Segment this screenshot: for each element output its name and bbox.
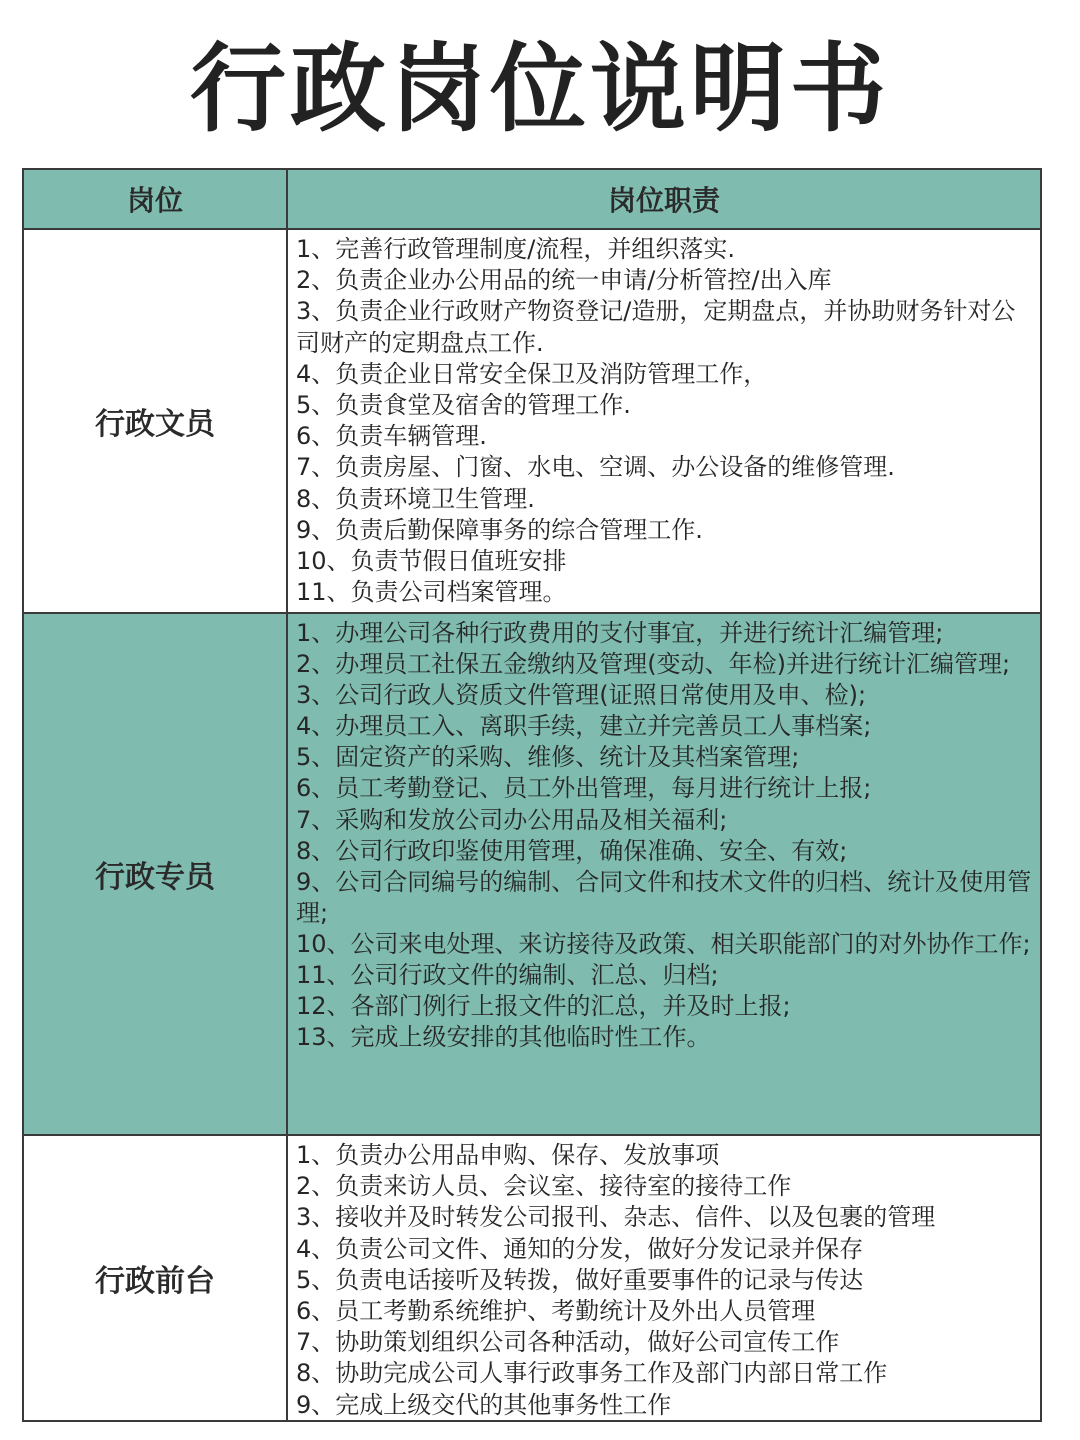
duty-item: 11、负责公司档案管理。 [296, 578, 567, 607]
duty-list [288, 1136, 1040, 1420]
position-name: 行政专员 [24, 614, 288, 1134]
duty-item: 8、协助完成公司人事行政事务工作及部门内部日常工作 [296, 1359, 888, 1388]
duty-item: 2、办理员工社保五金缴纳及管理(变动、年检)并进行统计汇编管理; [296, 650, 1011, 679]
duty-item: 1、完善行政管理制度/流程，并组织落实. [296, 235, 735, 263]
duty-item: 5、固定资产的采购、维修、统计及其档案管理; [296, 743, 800, 772]
duty-item: 10、负责节假日值班安排 [296, 547, 567, 576]
duty-list [288, 230, 1040, 612]
duty-item: 6、负责车辆管理. [296, 422, 487, 451]
duty-item: 1、办理公司各种行政费用的支付事宜，并进行统计汇编管理; [296, 619, 944, 647]
duty-item: 5、负责电话接听及转拨，做好重要事件的记录与传达 [296, 1265, 864, 1294]
duty-item: 4、负责企业日常安全保卫及消防管理工作， [296, 359, 768, 388]
header-duties: 岗位职责 [607, 184, 720, 217]
duty-item: 5、负责食堂及宿舍的管理工作. [296, 391, 631, 420]
duty-item: 7、负责房屋、门窗、水电、空调、办公设备的维修管理. [296, 453, 895, 482]
duty-item: 6、员工考勤登记、员工外出管理，每月进行统计上报; [296, 774, 872, 803]
table-header-row [24, 170, 1040, 228]
page-title: 行政岗位说明书 [190, 33, 890, 145]
duty-item: 3、负责企业行政财产物资登记/造册，定期盘点，并协助财务针对公司财产的定期盘点工作. [296, 297, 1016, 357]
duty-item: 1、负责办公用品申购、保存、发放事项 [296, 1141, 720, 1169]
duty-item: 4、办理员工入、离职手续，建立并完善员工人事档案; [296, 712, 872, 741]
duty-item: 3、公司行政人资质文件管理(证照日常使用及申、检); [296, 681, 867, 710]
table-row [24, 228, 1040, 612]
duty-item: 6、员工考勤系统维护、考勤统计及外出人员管理 [296, 1297, 816, 1326]
duty-item: 3、接收并及时转发公司报刊、杂志、信件、以及包裹的管理 [296, 1203, 936, 1232]
duty-item: 13、完成上级安排的其他临时性工作。 [296, 1023, 711, 1052]
duty-item: 12、各部门例行上报文件的汇总，并及时上报; [296, 992, 791, 1021]
duty-item: 2、负责企业办公用品的统一申请/分析管控/出入库 [296, 266, 832, 295]
duty-item: 7、采购和发放公司办公用品及相关福利; [296, 805, 728, 834]
duty-item: 10、公司来电处理、来访接待及政策、相关职能部门的对外协作工作; [296, 929, 1031, 958]
duty-item: 9、完成上级交代的其他事务性工作 [296, 1390, 672, 1419]
duty-item: 9、负责后勤保障事务的综合管理工作. [296, 515, 703, 544]
job-description-table [22, 168, 1042, 1422]
header-position: 岗位 [24, 170, 288, 228]
duty-item: 7、协助策划组织公司各种活动，做好公司宣传工作 [296, 1328, 840, 1357]
duty-item: 8、负责环境卫生管理. [296, 484, 535, 513]
position-name: 行政文员 [24, 230, 288, 612]
duty-item: 4、负责公司文件、通知的分发，做好分发记录并保存 [296, 1234, 864, 1263]
duty-item: 9、公司合同编号的编制、合同文件和技术文件的归档、统计及使用管理; [296, 867, 1032, 927]
table-row [24, 1134, 1040, 1420]
duty-list [288, 614, 1040, 1134]
position-name: 行政前台 [24, 1136, 288, 1420]
duty-item: 2、负责来访人员、会议室、接待室的接待工作 [296, 1172, 792, 1201]
duty-item: 11、公司行政文件的编制、汇总、归档; [296, 961, 719, 990]
duty-item: 8、公司行政印鉴使用管理，确保准确、安全、有效; [296, 836, 848, 865]
table-row [24, 612, 1040, 1134]
